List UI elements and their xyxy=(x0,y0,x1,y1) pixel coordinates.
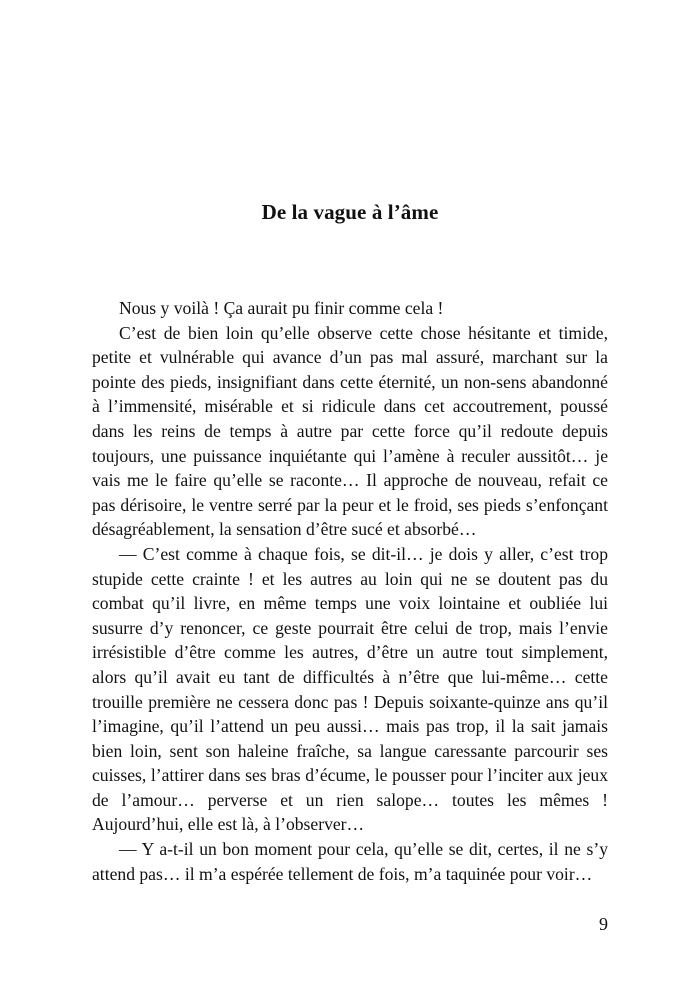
paragraph: — Y a-t-il un bon moment pour cela, qu’elle se dit, certes, il ne s’y attend pas… il m’a espérée tellement de fois, m’a taquinée pour voir… xyxy=(92,839,608,884)
paragraph: Nous y voilà ! Ça aurait pu finir comme cela ! xyxy=(119,298,444,318)
chapter-body xyxy=(92,296,608,886)
paragraph: — C’est comme à chaque fois, se dit-il… je dois y aller, c’est trop stupide cette crainte ! et les autres au loin qui ne se doutent pas du combat qu’il livre, en même temps une voix lointaine et oubliée lui susurre d’y renoncer, ce geste pourrait être celui de trop, mais l’envie irrésistible d’être comme les autres, d’être un autre tout simplement, alors qu’il avait eu tant de difficultés à n’être que lui-même… cette trouille première ne cessera donc pas ! Depuis soixante-quinze ans qu’il l’imagine, qu’il l’attend un peu aussi… mais pas trop, il la sait jamais bien loin, sent son haleine fraîche, sa langue caressante parcourir ses cuisses, l’attirer dans ses bras d’écume, le pousser pour l’inciter aux jeux de l’amour… perverse et un rien salope… toutes les mêmes ! Aujourd’hui, elle est là, à l’observer… xyxy=(92,543,608,835)
paragraph: C’est de bien loin qu’elle observe cette chose hésitante et timide, petite et vulnérable qui avance d’un pas mal assuré, marchant sur la pointe des pieds, insignifiant dans cette éternité, un non-sens abandonné à l’immensité, misérable et si ridicule dans cet accoutrement, poussé dans les reins de temps à autre par cette force qu’il redoute depuis toujours, une puissance inquiétante qui l’amène à reculer aussitôt… je vais me le faire qu’elle se raconte… Il approche de nouveau, refait ce pas dérisoire, le ventre serré par la peur et le froid, ses pieds s’enfonçant désagréablement, la sensation d’être sucé et absorbé… xyxy=(92,322,608,540)
page-number: 9 xyxy=(599,914,608,934)
chapter-title: De la vague à l’âme xyxy=(261,200,439,224)
